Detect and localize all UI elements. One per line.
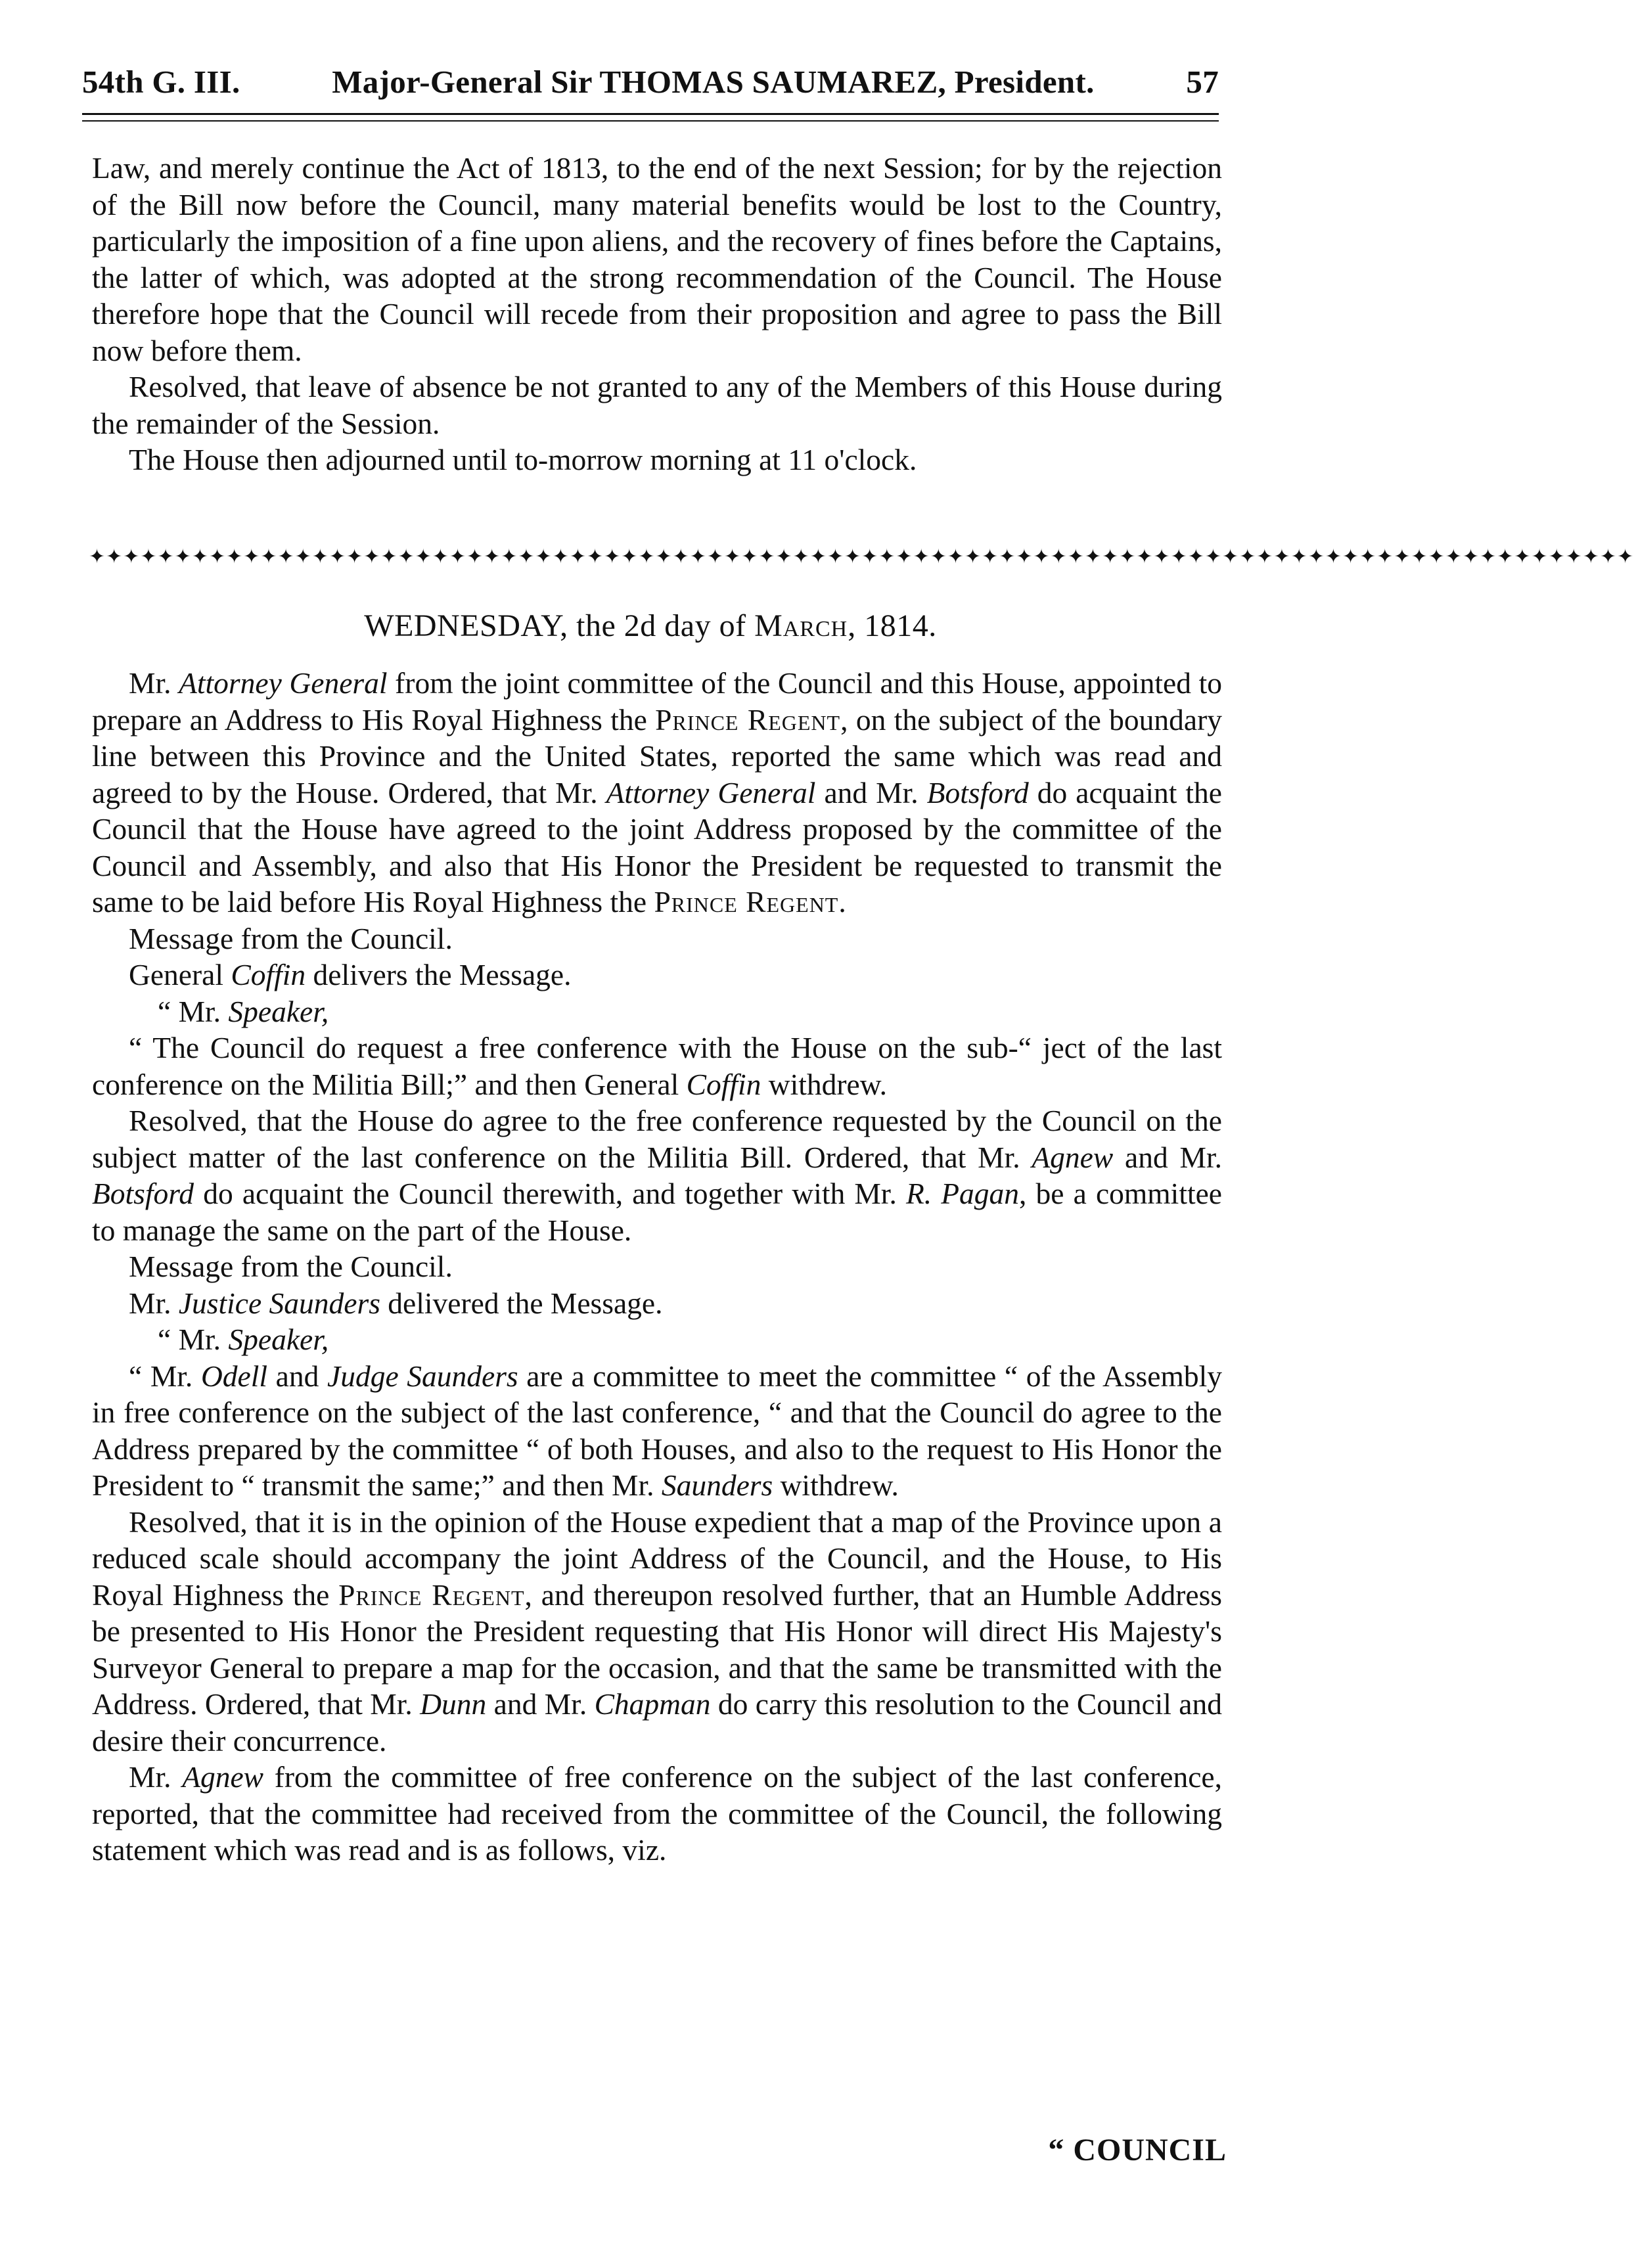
paragraph-attorney-general xyxy=(92,665,1222,920)
text-run: General xyxy=(129,958,231,991)
message-from-council-2: Message from the Council. xyxy=(129,1250,453,1283)
catchword: “ COUNCIL xyxy=(1048,2133,1227,2167)
agnew-report xyxy=(92,1759,1222,1869)
text-run-italic: Odell xyxy=(200,1359,268,1393)
text-run: “ Mr. xyxy=(158,994,229,1028)
text-run-italic: Saunders xyxy=(661,1468,773,1502)
text-run: withdrew. xyxy=(773,1468,899,1502)
resolution-map xyxy=(92,1504,1222,1759)
text-run-italic: Speaker, xyxy=(228,994,329,1028)
odell-saunders-quote xyxy=(92,1358,1222,1504)
text-run: and xyxy=(267,1359,327,1393)
text-run-italic: Judge Saunders xyxy=(327,1359,518,1393)
header-rule xyxy=(82,113,1219,122)
text-run: and Mr. xyxy=(815,775,927,809)
text-run: “ Mr. xyxy=(129,1359,201,1393)
text-run-italic: Botsford xyxy=(926,775,1029,809)
date-heading-prefix: WEDNESDAY, the 2d day of xyxy=(364,608,755,643)
text-run: . xyxy=(838,885,846,919)
text-run: “ Mr. xyxy=(158,1323,229,1356)
text-run-italic: Chapman xyxy=(594,1687,711,1721)
text-run-italic: Agnew xyxy=(1032,1140,1114,1174)
text-run-italic: Coffin xyxy=(686,1067,761,1101)
text-run-italic: Dunn xyxy=(420,1687,487,1721)
text-run: from the joint committee of the Council and this House, appointed to prepare an Address to His Royal Highness the xyxy=(92,666,1222,737)
text-run: Resolved, that the House do agree to the free conference requested by the Council on the subject matter of the last conference on the Militia Bill. Ordered, that Mr. xyxy=(92,1104,1222,1174)
president-heading: Major-General Sir THOMAS SAUMAREZ, President. xyxy=(332,64,1095,100)
text-run: do acquaint the Council that the House have agreed to the joint Address proposed by the committee of the Council and Assembly, and also that His Honor the President be requested to transmit the same to be laid before His Royal Highness the xyxy=(92,775,1222,919)
speaker-salutation-2 xyxy=(92,1321,1222,1358)
reign-label: 54th G. III. xyxy=(82,64,240,100)
text-run: delivered the Message. xyxy=(380,1286,663,1320)
text-run: “ The Council do request a free conference with the House on the sub-“ ject of the last conference on the Militia Bill;” and then General xyxy=(92,1031,1222,1101)
speaker-salutation-1 xyxy=(92,993,1222,1030)
proceedings-march-2 xyxy=(92,665,1222,1869)
text-run: , on the subject of the boundary line between this Province and the United States, reported the same which was read and agreed to by the House. Ordered, that Mr. xyxy=(92,702,1222,809)
page-number: 57 xyxy=(1186,64,1219,100)
text-run-italic: Justice Saunders xyxy=(178,1286,380,1320)
date-heading-month: March xyxy=(754,608,848,643)
text-run: Mr. xyxy=(129,666,179,700)
text-run: do carry this resolution to the Council and desire their concurrence. xyxy=(92,1687,1222,1758)
text-run-italic: Agnew xyxy=(182,1760,264,1794)
text-run: do acquaint the Council therewith, and together with Mr. xyxy=(194,1177,906,1210)
text-run: Resolved, that it is in the opinion of the House expedient that a map of the Province upon a reduced scale should accompany the joint Address of the Council, and the House, to His Royal Highness the xyxy=(92,1505,1222,1612)
text-run-italic: R. Pagan xyxy=(905,1177,1020,1210)
text-run: are a committee to meet the committee “ of the Assembly in free conference on the subject of the last conference, “ and that the Council do agree to the Address prepared by the committee “ of both Houses, and also to the request to His Honor the President to “ transmit the same;” and then Mr. xyxy=(92,1359,1222,1502)
paragraph-law: Law, and merely continue the Act of 1813, to the end of the next Session; for by the rejection of the Bill now before the Council, many material benefits would be lost to the Country, particularly the imposition of a fine upon aliens, and the recovery of fines before the Captains, the latter of which, was adopted at the strong recommendation of the Council. The House therefore hope that the Council will recede from their proposition and agree to pass the Bill now before them. xyxy=(92,151,1222,367)
text-run: and Mr. xyxy=(1113,1140,1222,1174)
text-run: Mr. xyxy=(129,1760,183,1794)
text-run-smallcaps: Prince Regent xyxy=(655,702,841,737)
text-run-italic: Attorney General xyxy=(606,775,816,809)
justice-saunders-line xyxy=(92,1285,1222,1322)
text-run-italic: Botsford xyxy=(92,1177,194,1210)
general-coffin-line xyxy=(92,957,1222,993)
continued-proceedings xyxy=(92,150,1222,478)
council-request-quote xyxy=(92,1030,1222,1102)
date-heading-year: , 1814. xyxy=(848,608,937,643)
running-header xyxy=(82,63,1219,116)
message-from-council-1: Message from the Council. xyxy=(129,921,453,955)
text-run-italic: Speaker, xyxy=(228,1323,329,1356)
resolution-free-conference xyxy=(92,1102,1222,1248)
ornamental-divider: ✦✦✦✦✦✦✦✦✦✦✦✦✦✦✦✦✦✦✦✦✦✦✦✦✦✦✦✦✦✦✦✦✦✦✦✦✦✦✦✦✦✦✦✦✦✦✦✦✦✦✦✦✦✦✦✦✦✦✦✦✦✦✦✦✦✦✦✦✦✦✦✦✦✦✦✦✦✦✦✦✦✦✦✦✦✦✦✦✦✦ xyxy=(89,545,1634,568)
text-run-smallcaps: Prince Regent xyxy=(338,1577,525,1612)
text-run: from the committee of free conference on the subject of the last conference, reported, that the committee had received from the committee of the Council, the following statement which was read and is as follows, viz. xyxy=(92,1760,1222,1867)
text-run: and Mr. xyxy=(486,1687,595,1721)
text-run: , and thereupon resolved further, that an Humble Address be presented to His Honor the President requesting that His Honor will direct His Majesty's Surveyor General to prepare a map for the occasion, and that the same be transmitted with the Address. Ordered, that Mr. xyxy=(92,1577,1223,1721)
paragraph-leave-of-absence: Resolved, that leave of absence be not granted to any of the Members of this House during the remainder of the Session. xyxy=(92,370,1222,440)
date-heading xyxy=(82,608,1219,644)
text-run: , be a committee to manage the same on the part of the House. xyxy=(92,1177,1222,1247)
text-run-smallcaps: Prince Regent xyxy=(654,885,839,919)
text-run-italic: Attorney General xyxy=(179,666,388,700)
text-run-italic: Coffin xyxy=(231,958,306,991)
text-run: delivers the Message. xyxy=(306,958,572,991)
text-run: Mr. xyxy=(129,1286,179,1320)
text-run: withdrew. xyxy=(761,1067,888,1101)
paragraph-adjournment: The House then adjourned until to-morrow morning at 11 o'clock. xyxy=(129,443,917,476)
